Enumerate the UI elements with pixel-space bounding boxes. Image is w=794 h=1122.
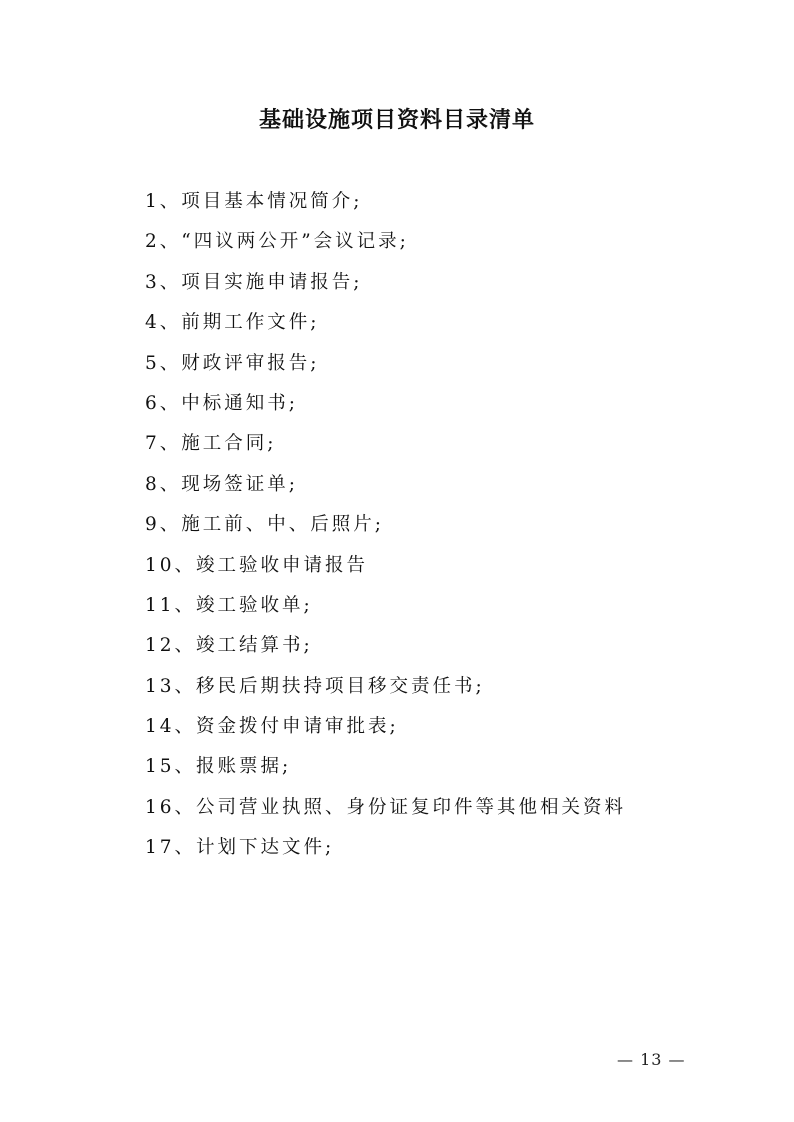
list-item: 9、施工前、中、后照片; xyxy=(145,514,385,536)
list-item: 13、移民后期扶持项目移交责任书; xyxy=(145,675,485,697)
list-item: 7、施工合同; xyxy=(145,433,277,455)
list-item: 5、财政评审报告; xyxy=(145,352,320,374)
list-item: 2、“四议两公开”会议记录; xyxy=(145,231,409,253)
list-item: 12、竣工结算书; xyxy=(145,635,313,657)
list-item: 1、项目基本情况简介; xyxy=(145,191,363,212)
list-item: 8、现场签证单; xyxy=(145,473,299,495)
list-item: 17、计划下达文件; xyxy=(145,837,335,859)
page-title: 基础设施项目资料目录清单 xyxy=(258,108,535,133)
list-item: 11、竣工验收单; xyxy=(145,594,313,616)
document-list xyxy=(145,185,626,872)
list-item: 10、竣工验收申请报告 xyxy=(145,554,369,576)
list-item: 6、中标通知书; xyxy=(145,392,299,414)
page-number: — 13 — xyxy=(617,1050,686,1069)
list-item: 15、报账票据; xyxy=(145,756,292,778)
list-item: 16、公司营业执照、身份证复印件等其他相关资料 xyxy=(145,796,627,818)
list-item: 14、资金拨付申请审批表; xyxy=(145,716,399,738)
list-item: 3、项目实施申请报告; xyxy=(145,271,363,293)
list-item: 4、前期工作文件; xyxy=(145,312,320,334)
